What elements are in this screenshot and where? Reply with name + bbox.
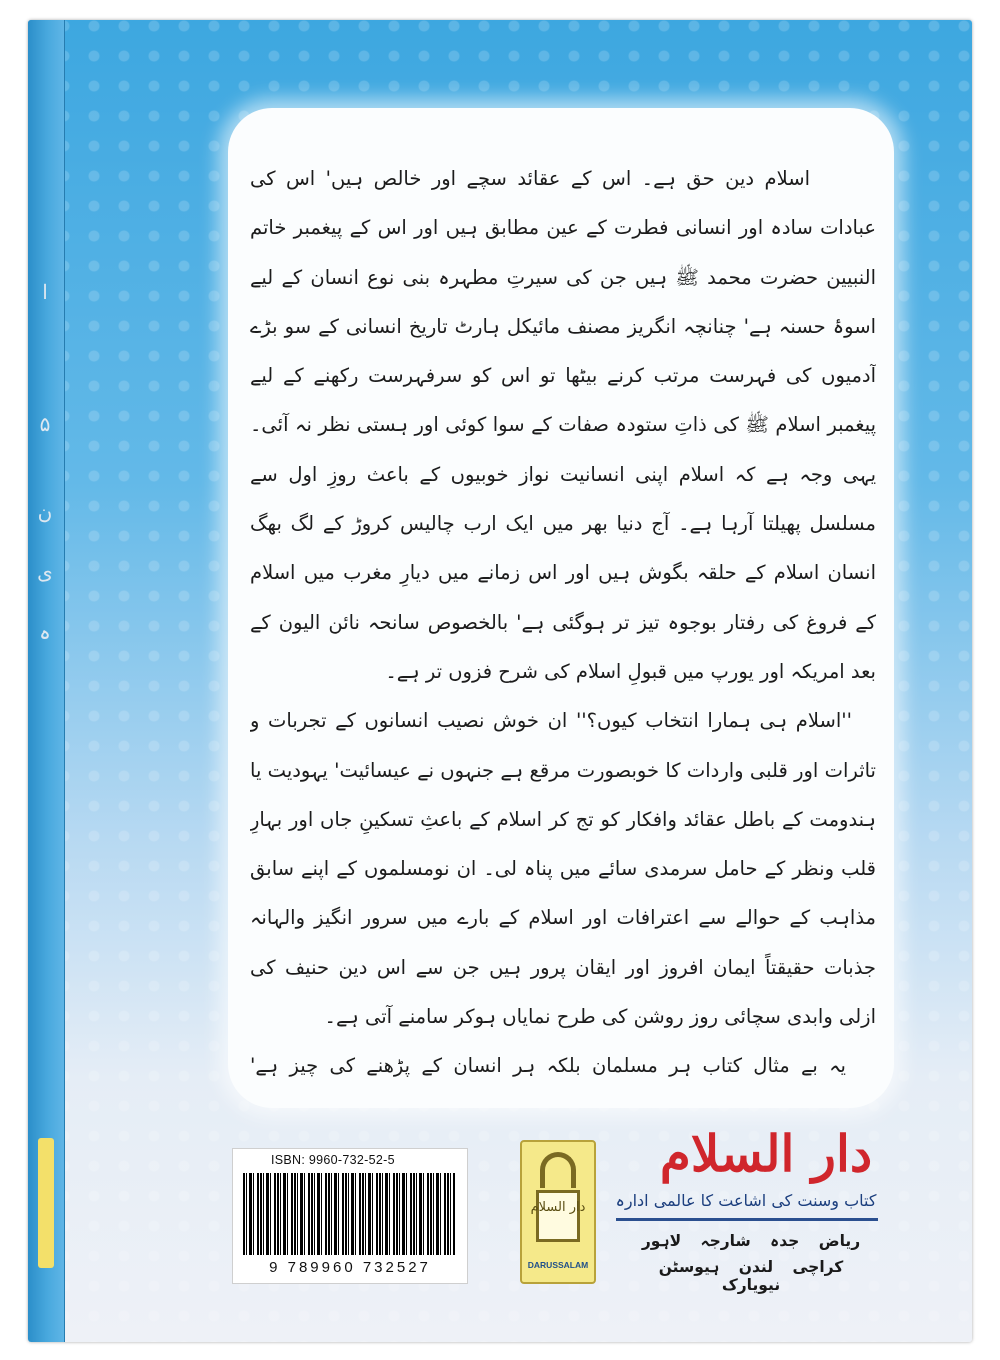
spine-mark: ہ [39, 620, 51, 644]
spine-mark: ا [42, 280, 48, 304]
spine-mark: ی [37, 560, 53, 584]
divider [616, 1218, 878, 1221]
barcode-number: 9 789960 732527 [269, 1259, 431, 1276]
darussalam-logo [520, 1140, 596, 1284]
publisher-cities-line1: ریاض جدہ شارجہ لاہور [641, 1232, 861, 1250]
description-paragraph: یہ بے مثال کتاب ہر مسلمان بلکہ ہر انسان کے پڑھنے کی چیز ہے' [250, 1054, 846, 1078]
spine-mark: ن [37, 500, 53, 524]
dome-icon [540, 1152, 576, 1188]
isbn-text: ISBN: 9960-732-52-5 [271, 1153, 395, 1167]
book-icon [536, 1190, 580, 1242]
description-paragraph: ''اسلام ہی ہمارا انتخاب کیوں؟'' ان خوش نصیب انسانوں کے تجربات و تاثرات اور قلبی واردات کا خوبصورت مرقع ہے جنہوں نے عیسائیت' یہودیت یا ہندومت کے باطل عقائد وافکار کو تج کر اسلام کے باعثِ تسکینِ جاں اور بہارِ قلب ونظر کے حامل سرمدی سائے میں پناہ لی۔ ان نومسلموں کے اپنے سابق مذاہب کے حوالے سے اعترافات اور اسلام کے بارے میں سرور انگیز والہانہ جذبات حقیقتاً ایمان افروز اور ایقان پرور ہیں جن سے اس دین حنیف کی ازلی وابدی سچائی روز روشن کی طرح نمایاں ہوکر سامنے آتی ہے۔ [250, 709, 876, 1029]
publisher-tagline: کتاب وسنت کی اشاعت کا عالمی ادارہ [615, 1191, 877, 1210]
logo-arabic-text: دار السلام [530, 1200, 586, 1215]
description-text [250, 154, 876, 1094]
spine-label [38, 1138, 54, 1268]
book-back-cover [28, 20, 972, 1342]
description-paragraph: اسلام دین حق ہے۔ اس کے عقائد سچے اور خالص ہیں' اس کی عبادات سادہ اور انسانی فطرت کے عین مطابق ہیں اور اس کے پیغمبر خاتم النبیین حضرت محمد ﷺ ہیں جن کی سیرتِ مطہرہ بنی نوع انسان کے لیے اسوۂ حسنہ ہے' چنانچہ انگریز مصنف مائیکل ہارٹ تاریخ انسانی کے سو بڑے آدمیوں کی فہرست مرتب کرنے بیٹھا تو اس کو سرفہرست رکھنے کے لیے پیغمبر اسلام ﷺ کی ذاتِ ستودہ صفات کے سوا کوئی اور ہستی نظر نہ آئی۔ یہی وجہ ہے کہ اسلام اپنی انسانیت نواز خوبیوں کے باعث روزِ اول سے مسلسل پھیلتا آرہا ہے۔ آج دنیا بھر میں ایک ارب چالیس کروڑ کے لگ بھگ انسان اسلام کے حلقہ بگوش ہیں اور اس زمانے میں دیارِ مغرب میں اسلام کے فروغ کی رفتار بوجوہ تیز تر ہوگئی ہے' بالخصوص سانحہ نائن الیون کے بعد امریکہ اور یورپ میں قبولِ اسلام کی شرح فزوں تر ہے۔ [250, 167, 876, 683]
publisher-cities-line2: کراچی لندن ہیوسٹن نیویارک [658, 1258, 844, 1294]
publisher-name: دار السلام [659, 1124, 873, 1183]
barcode-bars [243, 1173, 455, 1255]
logo-caption: DARUSSALAM [527, 1260, 589, 1270]
book-spine [28, 20, 65, 1342]
spine-mark: ۵ [39, 412, 51, 436]
barcode-label [232, 1148, 468, 1284]
description-panel [228, 108, 894, 1108]
